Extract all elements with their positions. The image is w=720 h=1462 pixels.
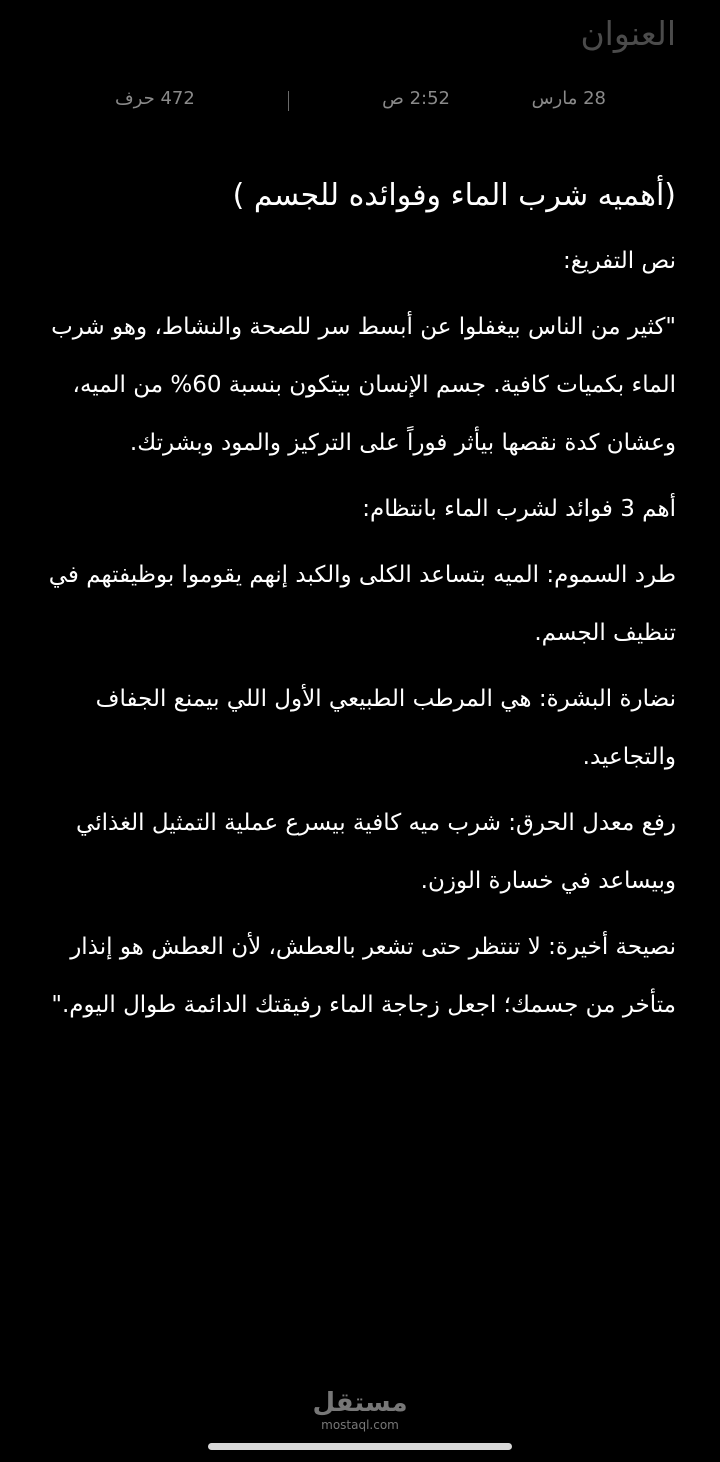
- mostaql-watermark: [300, 1388, 420, 1432]
- watermark-url: mostaql.com: [321, 1418, 399, 1432]
- watermark-logo: مستقل: [312, 1388, 408, 1418]
- note-paragraph: نصيحة أخيرة: لا تنتظر حتى تشعر بالعطش، لأن العطش هو إنذار متأخر من جسمك؛ اجعل زجاجة الماء رفيقتك الدائمة طوال اليوم.": [51, 934, 676, 1018]
- note-paragraph: أهم 3 فوائد لشرب الماء بانتظام:: [362, 496, 676, 522]
- note-heading: (أهميه شرب الماء وفوائده للجسم ): [232, 178, 676, 213]
- note-title-input[interactable]: العنوان: [580, 14, 676, 53]
- home-indicator-bar[interactable]: [208, 1443, 512, 1450]
- note-paragraph: نص التفريغ:: [563, 248, 676, 274]
- note-paragraph: طرد السموم: الميه بتساعد الكلى والكبد إنهم يقوموا بوظيفتهم في تنظيف الجسم.: [48, 562, 676, 646]
- note-paragraph: "كثير من الناس بيغفلوا عن أبسط سر للصحة والنشاط، وهو شرب الماء بكميات كافية. جسم الإنسان بيتكون بنسبة 60% من الميه، وعشان كدة نقصها بيأثر فوراً على التركيز والمود وبشرتك.: [51, 314, 676, 456]
- note-time: 2:52 ص: [382, 88, 450, 109]
- note-paragraph: رفع معدل الحرق: شرب ميه كافية بيسرع عملية التمثيل الغذائي وبيساعد في خسارة الوزن.: [76, 810, 676, 894]
- note-body-editor[interactable]: [36, 166, 676, 1042]
- note-char-count: 472 حرف: [115, 88, 195, 109]
- note-meta-row: [0, 86, 720, 116]
- note-paragraph: نضارة البشرة: هي المرطب الطبيعي الأول اللي بيمنع الجفاف والتجاعيد.: [95, 686, 676, 770]
- note-date: 28 مارس: [531, 88, 606, 109]
- meta-divider: [288, 91, 289, 111]
